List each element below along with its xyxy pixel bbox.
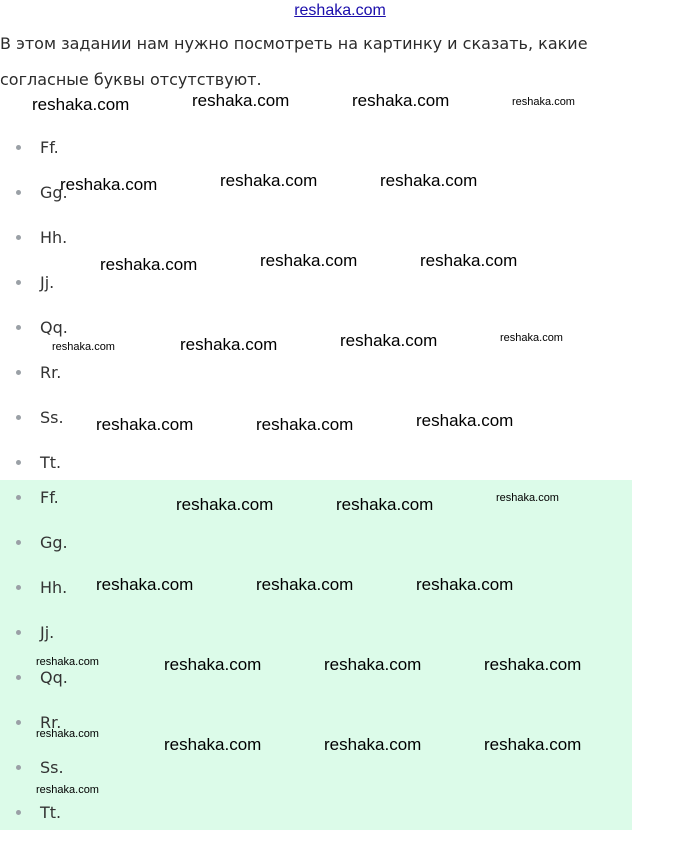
bullet-icon [16,585,21,590]
task-intro-text: В этом задании нам нужно посмотреть на картинку и сказать, какие согласные буквы отсутствуют. [0,34,588,89]
watermark: reshaka.com [416,575,514,594]
watermark: reshaka.com [380,171,478,190]
bullet-icon [16,325,21,330]
watermark: reshaka.com [256,575,354,594]
watermark: reshaka.com [484,735,582,754]
letter-pair: Ss. [40,408,64,427]
watermark: reshaka.com [36,784,99,796]
bullet-icon [16,540,21,545]
bullet-icon [16,765,21,770]
letter-pair: Hh. [40,228,68,247]
watermark: reshaka.com [260,251,358,270]
watermark: reshaka.com [324,735,422,754]
bullet-icon [16,370,21,375]
bullet-icon [16,190,21,195]
watermark: reshaka.com [96,415,194,434]
watermark: reshaka.com [416,411,514,430]
bullet-icon [16,415,21,420]
watermark: reshaka.com [324,655,422,674]
watermark: reshaka.com [496,492,559,504]
letter-pair: Hh. [40,578,68,597]
letter-pair: Ss. [40,758,64,777]
watermark: reshaka.com [484,655,582,674]
watermark: reshaka.com [500,332,563,344]
bullet-icon [16,235,21,240]
letter-pair: Ff. [40,488,59,507]
watermark: reshaka.com [32,95,130,114]
watermark: reshaka.com [512,96,575,108]
watermark: reshaka.com [176,495,274,514]
bullet-icon [16,145,21,150]
watermark: reshaka.com [420,251,518,270]
letter-pair: Ff. [40,138,59,157]
letter-pair: Rr. [40,363,62,382]
letter-pair: Tt. [40,453,62,472]
bullet-icon [16,810,21,815]
letter-pair: Rr. [40,713,62,732]
watermark: reshaka.com [192,91,290,110]
watermark: reshaka.com [336,495,434,514]
bullet-icon [16,675,21,680]
watermark: reshaka.com [36,656,99,668]
bullet-icon [16,630,21,635]
letter-pair: Tt. [40,803,62,822]
watermark: reshaka.com [52,341,115,353]
letter-pair: Qq. [40,318,68,337]
watermark: reshaka.com [100,255,198,274]
bullet-icon [16,280,21,285]
watermark: reshaka.com [180,335,278,354]
watermark: reshaka.com [352,91,450,110]
site-link[interactable]: reshaka.com [294,2,386,19]
watermark: reshaka.com [60,175,158,194]
watermark: reshaka.com [220,171,318,190]
bullet-icon [16,720,21,725]
watermark: reshaka.com [36,728,99,740]
letter-pair: Gg. [40,533,68,552]
watermark: reshaka.com [96,575,194,594]
watermark: reshaka.com [256,415,354,434]
bullet-icon [16,495,21,500]
letter-pair: Qq. [40,668,68,687]
letter-pair: Jj. [40,623,55,642]
watermark: reshaka.com [164,735,262,754]
letter-pair: Gg. [40,183,68,202]
watermark: reshaka.com [340,331,438,350]
letter-pair: Jj. [40,273,55,292]
watermark: reshaka.com [164,655,262,674]
bullet-icon [16,460,21,465]
